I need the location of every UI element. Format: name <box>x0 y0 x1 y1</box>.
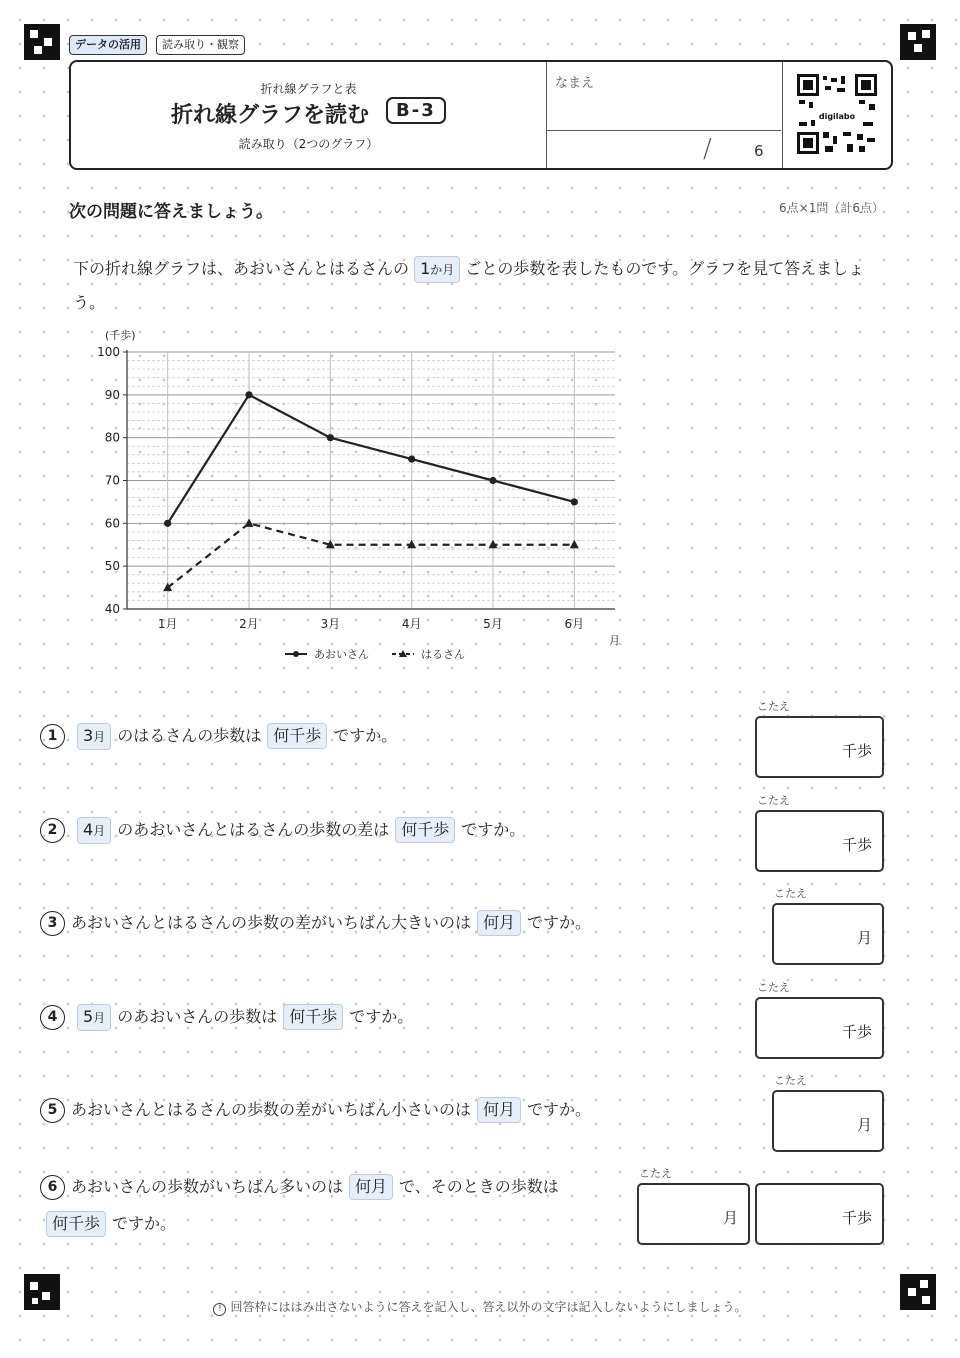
answer-box[interactable] <box>772 903 884 965</box>
y-tick-label: 40 <box>104 602 120 616</box>
answer-label: こたえ <box>757 981 790 994</box>
y-tick-label: 70 <box>104 473 120 488</box>
question-text: ですか。 <box>527 913 592 932</box>
answer-unit: 月 <box>856 1116 872 1134</box>
category-tag-skill: 読み取り・観察 <box>156 35 245 55</box>
intro-text-before: 下の折れ線グラフは、あおいさんとはるさんの <box>73 259 410 278</box>
question-text: ですか。 <box>333 726 398 745</box>
data-point <box>245 518 254 527</box>
question-3 <box>40 905 591 941</box>
legend-label: はるさん <box>421 648 465 661</box>
question-text: あおいさんの歩数がいちばん多いのは <box>71 1177 344 1196</box>
question-number: 5 <box>40 1098 65 1123</box>
x-axis-label: 月 <box>609 634 620 647</box>
intro-text-after: ごとの歩数を表したものです。グラフを見て答えましょう。 <box>73 259 865 312</box>
data-point <box>571 498 578 505</box>
question-6 <box>40 1168 559 1242</box>
answer-label: こたえ <box>774 887 807 900</box>
question-number: 4 <box>40 1005 65 1030</box>
series-line-2 <box>168 523 575 587</box>
answer-label: こたえ <box>757 700 790 713</box>
info-icon: ! <box>213 1303 226 1316</box>
answer-box[interactable] <box>755 1183 884 1245</box>
x-tick-label: 3月 <box>320 617 341 631</box>
y-tick-label: 50 <box>104 559 120 574</box>
intro-highlight: 1か月 <box>414 256 460 283</box>
line-chart <box>80 320 640 670</box>
question-number: 6 <box>40 1175 65 1200</box>
question-number: 1 <box>40 724 65 749</box>
question-text: ですか。 <box>527 1100 592 1119</box>
question-highlight: 何千歩 <box>395 817 455 843</box>
y-axis-label: (千歩) <box>105 329 136 342</box>
worksheet-header <box>69 60 893 170</box>
question-text: ですか。 <box>112 1214 177 1233</box>
question-highlight: 何千歩 <box>283 1004 343 1030</box>
answer-label: こたえ <box>774 1074 807 1087</box>
question-text: あおいさんとはるさんの歩数の差がいちばん小さいのは <box>71 1100 472 1119</box>
header-subtitle: 読み取り（2つのグラフ） <box>238 137 379 151</box>
x-tick-label: 5月 <box>483 617 503 631</box>
x-tick-label: 6月 <box>564 617 585 631</box>
answer-label: こたえ <box>757 794 790 807</box>
question-highlight: 何千歩 <box>46 1211 106 1237</box>
instruction-heading: 次の問題に答えましょう。 <box>69 202 273 222</box>
data-point <box>408 455 415 462</box>
answer-box[interactable] <box>755 810 884 872</box>
question-text: あおいさんとはるさんの歩数の差がいちばん大きいのは <box>71 913 472 932</box>
data-point <box>164 520 171 527</box>
answer-unit: 月 <box>856 929 872 947</box>
question-text: のはるさんの歩数は <box>117 726 262 745</box>
data-point <box>489 477 496 484</box>
data-point <box>570 540 579 549</box>
y-tick-label: 90 <box>104 387 120 402</box>
question-5 <box>40 1092 591 1128</box>
legend-marker <box>293 651 299 657</box>
answer-unit: 千歩 <box>841 1023 872 1041</box>
name-field[interactable] <box>547 62 781 129</box>
series-line-1 <box>168 395 575 524</box>
question-text: で、そのときの歩数は <box>399 1177 559 1196</box>
question-text: のあおいさんとはるさんの歩数の差は <box>117 820 390 839</box>
question-highlight: 何月 <box>477 1097 521 1123</box>
x-tick-label: 2月 <box>239 617 259 631</box>
question-text: ですか。 <box>461 820 526 839</box>
answer-box[interactable] <box>755 997 884 1059</box>
score-slash: / <box>703 134 712 164</box>
qr-code <box>797 74 877 154</box>
y-tick-label: 60 <box>104 516 120 531</box>
answer-box[interactable] <box>755 716 884 778</box>
question-number: 3 <box>40 911 65 936</box>
data-point <box>245 391 252 398</box>
answer-box[interactable] <box>637 1183 750 1245</box>
answer-unit: 月 <box>722 1209 738 1227</box>
y-tick-label: 80 <box>104 430 120 445</box>
question-1 <box>40 718 397 754</box>
qr-label: digilabo <box>818 112 856 121</box>
question-highlight: 何月 <box>349 1174 393 1200</box>
answer-unit: 千歩 <box>841 742 872 760</box>
corner-marker-top-right <box>900 24 936 60</box>
answer-unit: 千歩 <box>841 1209 872 1227</box>
question-highlight: 4月 <box>77 817 111 844</box>
question-highlight: 5月 <box>77 1004 111 1031</box>
question-text: のあおいさんの歩数は <box>117 1007 278 1026</box>
category-tag-data: データの活用 <box>69 35 147 55</box>
question-number: 2 <box>40 818 65 843</box>
level-badge: B-3 <box>386 97 446 124</box>
answer-label: こたえ <box>639 1167 672 1180</box>
x-tick-label: 1月 <box>157 617 178 631</box>
question-text: ですか。 <box>349 1007 414 1026</box>
question-4 <box>40 999 413 1035</box>
question-2 <box>40 812 525 848</box>
answer-unit: 千歩 <box>841 836 872 854</box>
corner-marker-top-left <box>24 24 60 60</box>
footer-note: ! 回答枠にははみ出さないように答えを記入し、答え以外の文字は記入しないようにしましょう。 <box>0 1298 960 1316</box>
question-highlight: 何千歩 <box>267 723 327 749</box>
y-tick-label: 100 <box>97 345 120 359</box>
question-highlight: 何月 <box>477 910 521 936</box>
answer-box[interactable] <box>772 1090 884 1152</box>
question-highlight: 3月 <box>77 723 111 750</box>
legend-label: あおいさん <box>314 648 369 661</box>
data-point <box>327 434 334 441</box>
score-total: 6 <box>754 142 764 160</box>
worksheet-title: 折れ線グラフを読む <box>171 103 370 128</box>
points-note: 6点×1問（計6点） <box>779 201 884 215</box>
x-tick-label: 4月 <box>401 617 422 631</box>
header-category: 折れ線グラフと表 <box>260 82 357 96</box>
intro-paragraph <box>73 252 888 320</box>
name-label: なまえ <box>555 76 595 91</box>
